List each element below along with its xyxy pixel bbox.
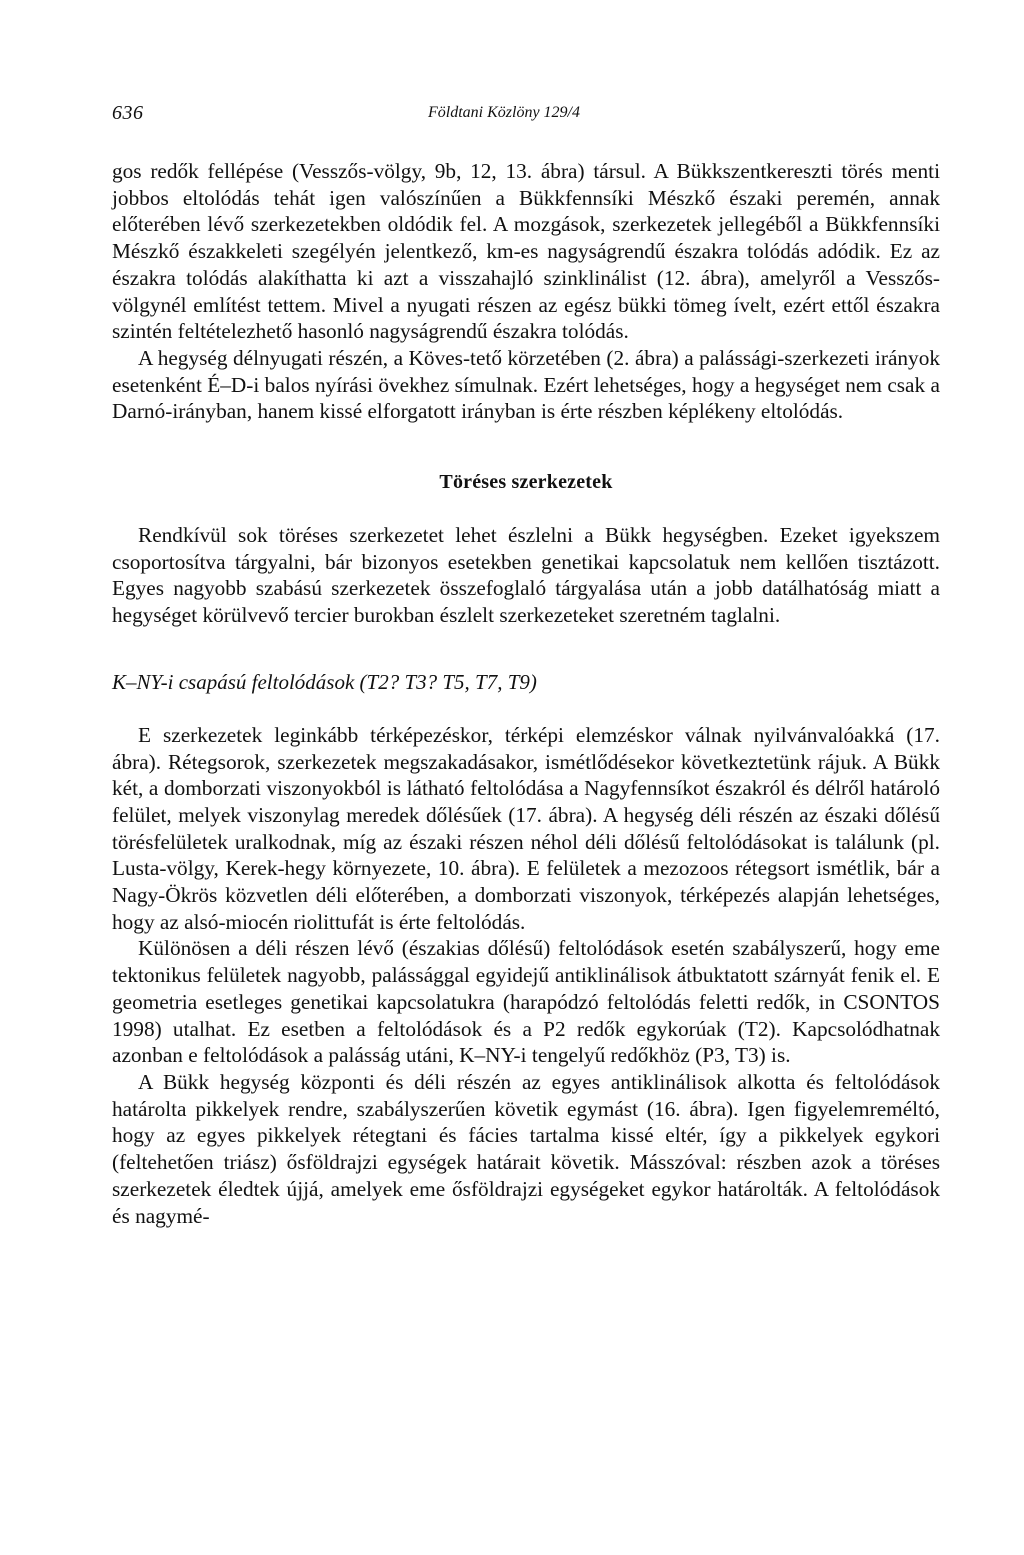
page	[112, 96, 940, 1229]
body-paragraph: gos redők fellépése (Vesszős-völgy, 9b, 12, 13. ábra) társul. A Bükkszentkereszti törés menti jobbos eltolódás tehát igen valószínűen a Bükkfennsíki Mészkő északi peremén, annak előterében lévő szerkezetekben oldódik fel. A mozgások, szerkezetek jellegéből a Bükkfennsíki Mészkő északkeleti szegélyén jelentkező, km-es nagyságrendű északra tolódás adódik. Ez az északra tolódás alakíthatta ki azt a visszahajló szinklinálist (12. ábra), amelyről a Vesszős-völgynél említést tettem. Mivel a nyugati részen az egész bükki tömeg ívelt, ezért ettől északra szintén feltételezhető hasonló nagyságrendű északra tolódás.	[112, 159, 940, 344]
body-paragraph: Különösen a déli részen lévő (északias dőlésű) feltolódások esetén szabályszerű, hogy eme tektonikus felületek nagyobb, palássággal egyidejű antiklinálisok átbuktatott szárnyát fenik el. E geometria esetleges genetikai kapcsolatukra (harapódzó feltolódás feletti redők, in CSONTOS 1998) utalhat. Ez esetben a feltolódások és a P2 redők egykorúak (T2). Kapcsolódhatnak azonban e feltolódások a palásság utáni, K–NY-i tengelyű redőkhöz (P3, T3) is.	[112, 936, 940, 1068]
subsection-heading: K–NY-i csapású feltolódások (T2? T3? T5, T7, T9)	[112, 669, 537, 694]
body-paragraph: A Bükk hegység központi és déli részén az egyes antiklinálisok alkotta és feltolódások határolta pikkelyek rendre, szabályszerűen követik egymást (16. ábra). Igen figyelemreméltó, hogy az egyes pikkelyek rétegtani és fácies tartalma kissé eltér, így a pikkelyek egykori (feltehetően triász) ősföldrajzi egységek határait követik. Másszóval: részben azok a töréses szerkezetek éledtek újjá, amelyek eme ősföldrajzi egységeket egykor határolták. A feltolódások és nagymé-	[112, 1069, 940, 1228]
body-paragraph: E szerkezetek leginkább térképezéskor, térképi elemzéskor válnak nyilvánvalóakká (17. ábra). Rétegsorok, szerkezetek megszakadásakor, ismétlődésekor következtetünk rájuk. A Bükk két, a domborzati viszonyokból is látható feltolódása a Nagyfennsíkot északról és délről határoló felület, melyek viszonylag meredek dőlésűek (17. ábra). A hegység déli részén az északi dőlésű törésfelületek uralkodnak, míg az északi részen néhol déli dőlésű feltolódásokat is találunk (pl. Lusta-völgy, Kerek-hegy környezete, 10. ábra). E felületek a mezozoos rétegsort ismétlik, bár a Nagy-Ökrös közvetlen déli előterében, a domborzati viszonyok, térképezés alapján lehetséges, hogy az alsó-miocén riolittufát is érte feltolódás.	[112, 722, 940, 934]
journal-title: Földtani Közlöny 129/4	[428, 104, 580, 121]
body-paragraph: A hegység délnyugati részén, a Köves-tető körzetében (2. ábra) a palássági-szerkezeti irányok esetenként É–D-i balos nyírási övekhez símulnak. Ezért lehetséges, hogy a hegységet nem csak a Darnó-irányban, hanem kissé elforgatott irányban is érte részben képlékeny eltolódás.	[112, 345, 940, 424]
running-head	[112, 96, 940, 130]
page-number: 636	[112, 102, 144, 124]
section-intro-paragraph: Rendkívül sok töréses szerkezetet lehet észlelni a Bükk hegységben. Ezeket igyekszem csoportosítva tárgyalni, bár bizonyos esetekben genetikai kapcsolatuk nem kellően tisztázott. Egyes nagyobb szabású szerkezetek összefoglaló tárgyalása után a jobb datálhatóság miatt a hegységet körülvevő tercier burokban észlelt szerkezeteket szeretném taglalni.	[112, 523, 940, 628]
section-heading: Töréses szerkezetek	[439, 471, 613, 494]
